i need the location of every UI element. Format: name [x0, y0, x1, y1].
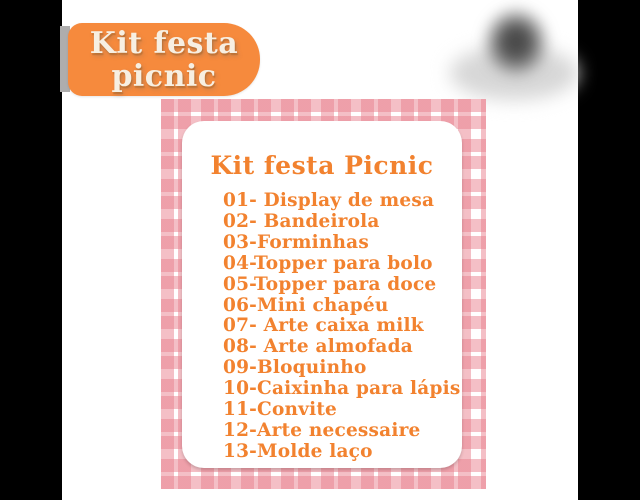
item-list-card — [182, 121, 462, 468]
kit-item: 08- Arte almofada — [223, 336, 413, 358]
kit-item: 01- Display de mesa — [223, 190, 435, 211]
badge-title-line1: Kit festa — [89, 25, 239, 61]
card-title: Kit festa Picnic — [210, 151, 434, 180]
kit-item: 13-Molde laço — [223, 440, 373, 462]
kit-item: 06-Mini chapéu — [223, 294, 389, 316]
blurred-logo-icon — [481, 5, 551, 79]
kit-item: 05-Topper para doce — [223, 273, 437, 295]
kit-item: 03-Forminhas — [223, 231, 369, 253]
letterbox-left — [0, 0, 62, 500]
kit-item: 12-Arte necessaire — [223, 419, 421, 441]
badge-title-line2: picnic — [111, 58, 217, 94]
kit-item-list — [223, 191, 462, 463]
kit-item: 11-Convite — [223, 399, 338, 421]
kit-item: 07- Arte caixa milk — [223, 315, 424, 337]
kit-item: 04-Topper para bolo — [223, 252, 433, 274]
kit-item: 02- Bandeirola — [223, 210, 380, 232]
kit-item: 10-Caixinha para lápis — [223, 378, 461, 400]
letterbox-right — [578, 0, 640, 500]
kit-item: 09-Bloquinho — [223, 357, 367, 379]
kit-title-badge — [68, 23, 260, 96]
